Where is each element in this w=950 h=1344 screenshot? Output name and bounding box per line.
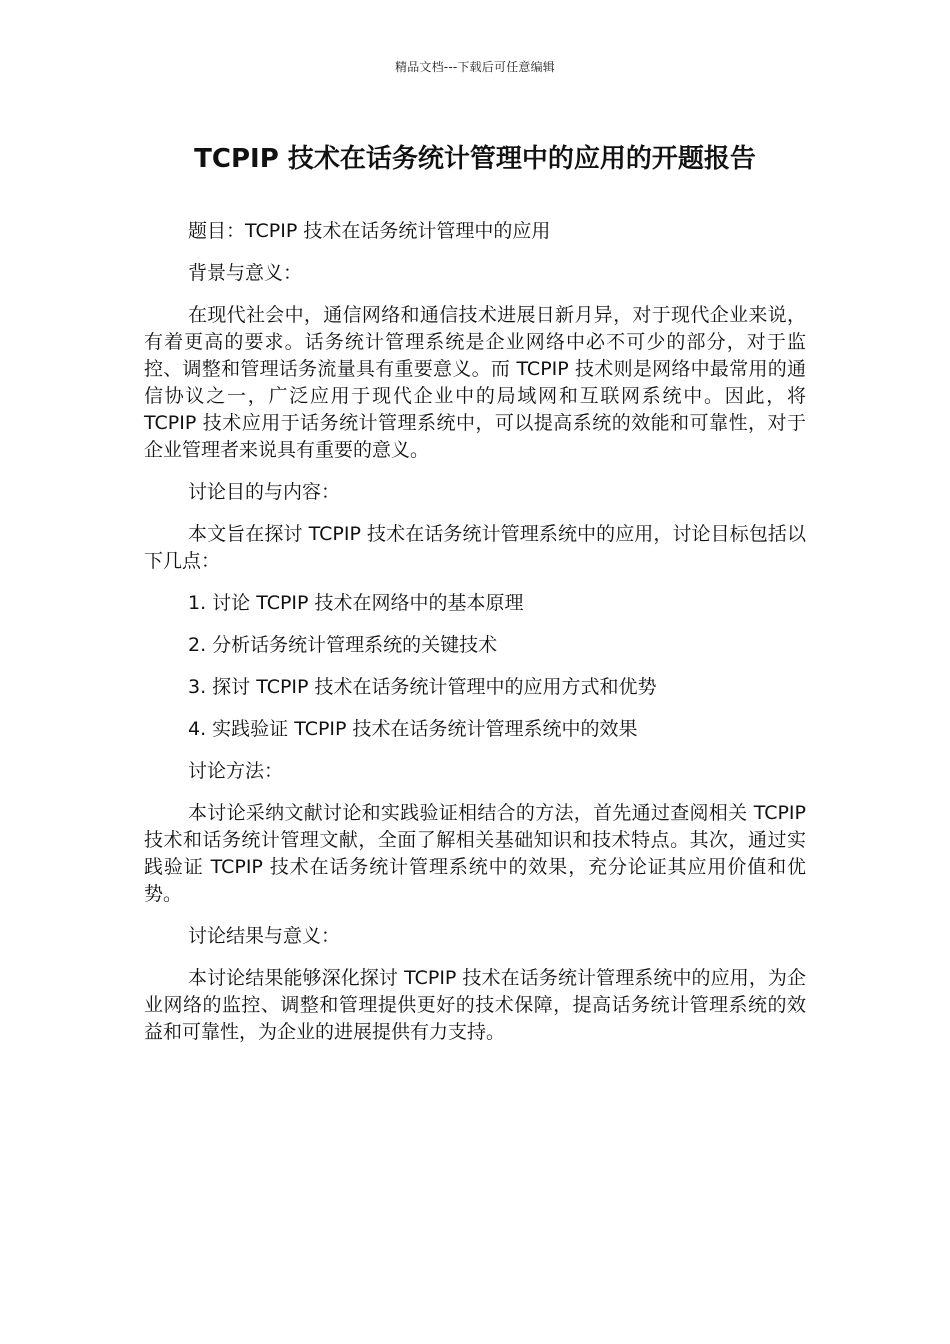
goal-item-3: 3. 探讨 TCPIP 技术在话务统计管理中的应用方式和优势	[188, 676, 657, 698]
background-label: 背景与意义：	[188, 262, 303, 284]
goals-label: 讨论目的与内容：	[188, 481, 341, 503]
result-label: 讨论结果与意义：	[188, 925, 341, 947]
goal-item-2: 2. 分析话务统计管理系统的关键技术	[188, 634, 498, 656]
topic-line: 题目：TCPIP 技术在话务统计管理中的应用	[188, 220, 551, 242]
goals-intro-paragraph: 本文旨在探讨 TCPIP 技术在话务统计管理系统中的应用，讨论目标包括以下几点：	[144, 523, 806, 572]
method-paragraph: 本讨论采纳文献讨论和实践验证相结合的方法，首先通过查阅相关 TCPIP 技术和话务统计管理文献，全面了解相关基础知识和技术特点。其次，通过实践验证 TCPIP 技术在话务统计管理系统中的效果，充分论证其应用价值和优势。	[144, 802, 806, 905]
document-title: TCPIP 技术在话务统计管理中的应用的开题报告	[194, 144, 756, 174]
result-paragraph: 本讨论结果能够深化探讨 TCPIP 技术在话务统计管理系统中的应用，为企业网络的监控、调整和管理提供更好的技术保障，提高话务统计管理系统的效益和可靠性，为企业的进展提供有力支持。	[144, 967, 806, 1043]
goal-item-1: 1. 讨论 TCPIP 技术在网络中的基本原理	[188, 592, 524, 614]
method-label: 讨论方法：	[188, 760, 284, 782]
goal-item-4: 4. 实践验证 TCPIP 技术在话务统计管理系统中的效果	[188, 718, 638, 740]
header-note: 精品文档---下载后可任意编辑	[395, 60, 555, 74]
document-body	[144, 218, 806, 1061]
goals-list	[144, 590, 806, 743]
background-paragraph: 在现代社会中，通信网络和通信技术进展日新月异，对于现代企业来说，有着更高的要求。话务统计管理系统是企业网络中必不可少的部分，对于监控、调整和管理话务流量具有重要意义。而 TCPIP 技术则是网络中最常用的通信协议之一，广泛应用于现代企业中的局域网和互联网系统中。因此，将 TCPIP 技术应用于话务统计管理系统中，可以提高系统的效能和可靠性，对于企业管理者来说具有重要的意义。	[144, 304, 806, 461]
